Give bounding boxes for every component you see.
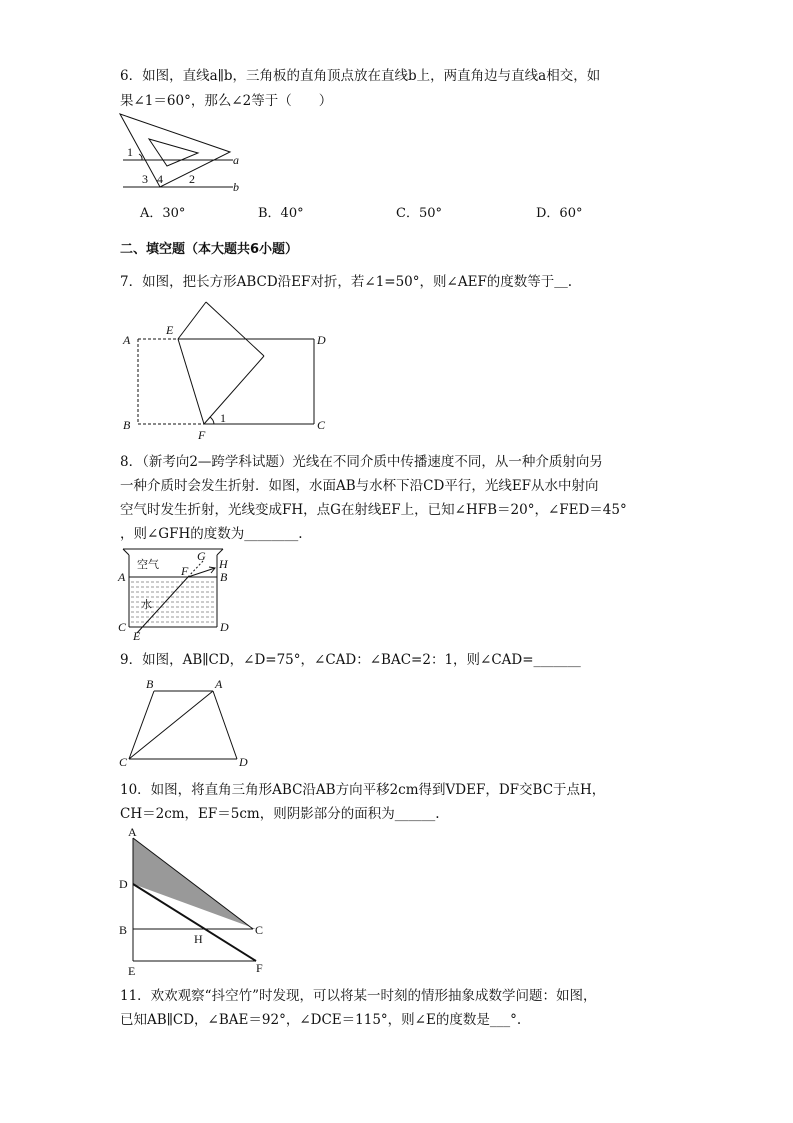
q7-text-line1: 7．如图，把长方形ABCD沿EF对折，若∠1=50°，则∠AEF的度数等于＿. [120,274,573,290]
label-E: E [133,629,141,642]
label-D: D [317,333,326,347]
q6-option-d: D．60° [536,206,583,221]
q10-figure [115,826,275,978]
q6-option-b: B．40° [258,206,304,221]
label-E: E [128,964,136,978]
q8-text-line1: 8．（新考向2—跨学科试题）光线在不同介质中传播速度不同，从一种介质射向另 [120,454,603,470]
label-4: 4 [157,172,163,186]
label-D: D [239,755,248,768]
label-a: a [233,153,239,167]
label-A: A [123,333,131,347]
label-B: B [220,570,228,584]
label-B: B [119,923,128,937]
q6-text-line1: 6．如图，直线a∥b，三角板的直角顶点放在直线b上，两直角边与直线a相交，如 [120,68,601,84]
label-F: F [256,961,263,975]
q9-figure [115,676,255,768]
label-H: H [219,557,228,571]
q11-text-line2: 已知AB∥CD，∠BAE＝92°，∠DCE＝115°，则∠E的度数是___°. [120,1012,522,1028]
triangle-ruler-inner [149,139,198,166]
label-F: F [181,564,189,578]
section-title: 二、填空题（本大题共6小题） [120,242,299,257]
label-C: C [118,620,127,634]
label-A: A [215,677,223,691]
label-C: C [119,755,128,768]
q6-option-c: C．50° [396,206,442,221]
label-D: D [119,877,128,891]
label-2: 2 [189,172,195,186]
q8-text-line3: 空气时发生折射，光线变成FH，点G在射线EF上，已知∠HFB＝20°，∠FED＝45° [120,502,627,518]
label-C: C [317,418,326,432]
label-F: F [198,428,206,442]
q8-text-line2: 一种介质时会发生折射．如图，水面AB与水杯下沿CD平行，光线EF从水中射向 [120,478,599,494]
label-A: A [118,570,126,584]
q6-text-line2: 果∠1＝60°，那么∠2等于（ ） [120,93,333,109]
label-C: C [255,923,264,937]
label-B: B [146,677,154,691]
label-E: E [166,323,174,337]
q6-option-a: A．30° [140,206,186,221]
label-b: b [233,180,239,194]
label-G: G [197,549,206,563]
q10-text-line1: 10．如图，将直角三角形ABC沿AB方向平移2cm得到VDEF，DF交BC于点H， [120,782,606,798]
label-air: 空气 [137,558,159,571]
q11-text-line1: 11．欢欢观察“抖空竹”时发现，可以将某一时刻的情形抽象成数学问题：如图， [120,988,597,1004]
label-1: 1 [127,145,133,159]
label-3: 3 [142,172,148,186]
label-B: B [123,418,131,432]
label-D: D [220,620,229,634]
q10-text-line2: CH＝2cm，EF＝5cm，则阴影部分的面积为______. [120,806,440,822]
q9-text-line1: 9．如图，AB∥CD，∠D=75°，∠CAD：∠BAC=2：1，则∠CAD=_______ [120,652,581,668]
q8-figure [115,546,240,642]
q6-figure [115,112,260,194]
label-A: A [128,826,137,839]
label-1: 1 [220,411,226,425]
triangle-ruler-outer [120,114,230,187]
label-H: H [194,932,203,946]
q7-figure [118,296,338,444]
label-water: 水 [141,598,152,611]
q8-text-line4: ，则∠GFH的度数为________. [120,526,303,542]
